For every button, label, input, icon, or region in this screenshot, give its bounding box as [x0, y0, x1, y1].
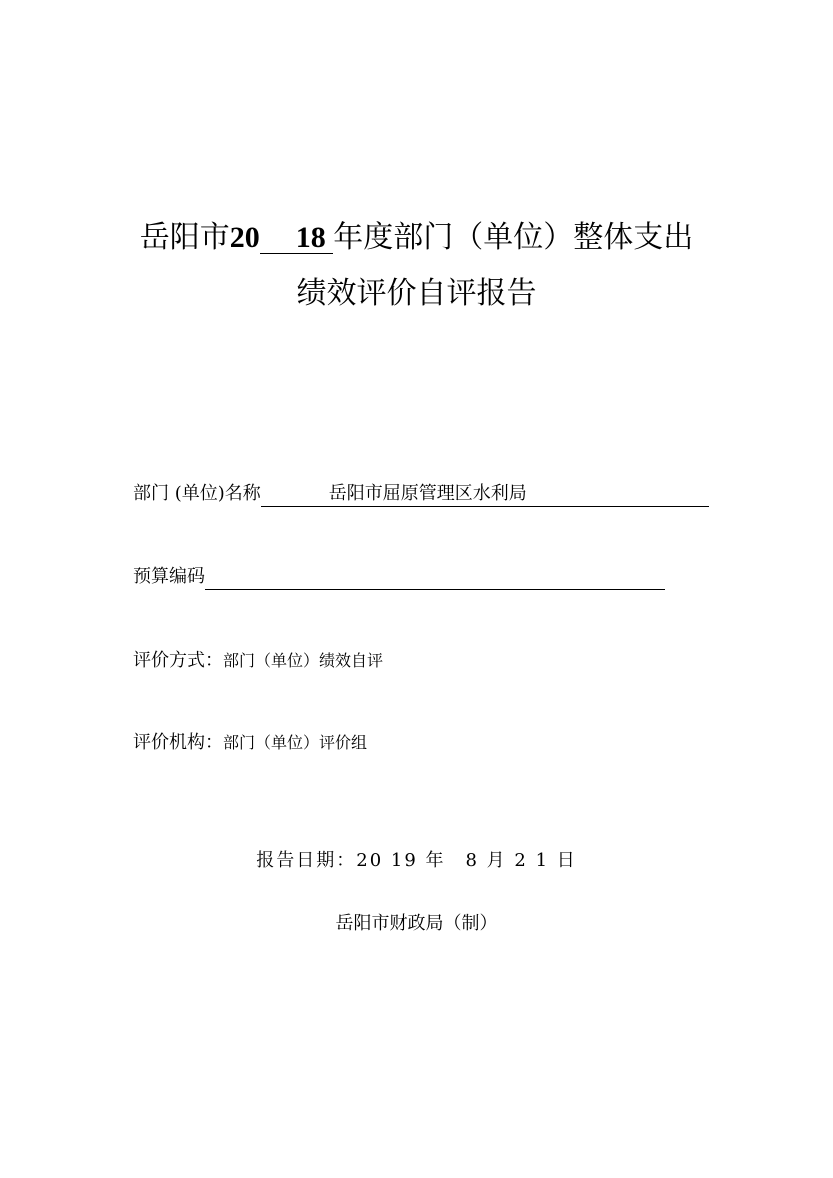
report-title-line-1 [0, 218, 833, 258]
evaluation-org-label: 评价机构： [133, 732, 223, 753]
evaluation-method-label: 评价方式： [133, 650, 223, 671]
evaluation-method-field [133, 648, 383, 674]
issuer: 岳阳市财政局（制） [335, 913, 498, 934]
title-year-underlined [260, 223, 334, 254]
evaluation-org-value: 部门（单位）评价组 [223, 733, 368, 752]
title-suffix: 年度部门（单位）整体支出 [333, 220, 694, 255]
dept-name-label: 部门 (单位)名称 [133, 483, 261, 504]
evaluation-org-field [133, 730, 367, 756]
title-prefix: 岳阳市 [139, 220, 230, 255]
dept-name-value: 岳阳市屈原管理区水利局 [328, 483, 527, 504]
dept-name-fill-line [261, 482, 709, 507]
report-title-line-2: 绩效评价自评报告 [296, 276, 537, 311]
budget-code-fill-line [205, 565, 665, 590]
budget-code-field [133, 564, 665, 590]
title-year-digits: 18 [295, 221, 326, 254]
dept-name-field [133, 481, 709, 507]
title-year-century: 20 [229, 221, 260, 254]
report-date: 报告日期：20 19 年 8 月 2 1 日 [256, 850, 577, 871]
budget-code-label: 预算编码 [133, 566, 205, 587]
evaluation-method-value: 部门（单位）绩效自评 [223, 651, 384, 670]
